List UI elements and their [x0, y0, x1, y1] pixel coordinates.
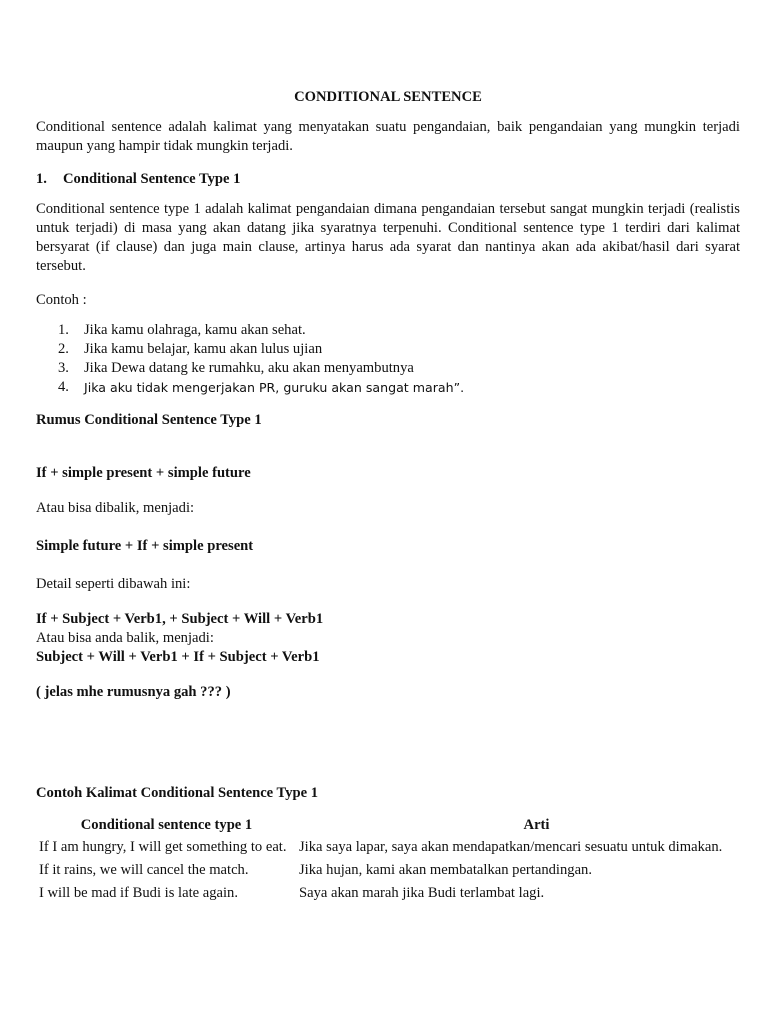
column-header: Conditional sentence type 1: [80, 817, 253, 833]
formula-2: Simple future + If + simple present: [36, 538, 254, 554]
formula-4: Subject + Will + Verb1 + If + Subject + Verb1: [36, 649, 320, 665]
column-header: Arti: [523, 817, 550, 833]
contoh-label: Contoh :: [36, 292, 87, 308]
table-row: [36, 861, 736, 884]
section-title: Conditional Sentence Type 1: [63, 171, 241, 187]
examples-table: [36, 816, 736, 907]
list-item: 4. Jika aku tidak mengerjakan PR, guruku akan sangat marah”.: [58, 379, 465, 395]
table-cell: Saya akan marah jika Budi terlambat lagi.: [299, 885, 545, 901]
atau-dibalik-text: Atau bisa dibalik, menjadi:: [36, 500, 195, 516]
formula-1: If + simple present + simple future: [36, 465, 251, 481]
table-cell: Jika hujan, kami akan membatalkan pertandingan.: [299, 862, 592, 878]
table-cell: I will be mad if Budi is late again.: [39, 885, 238, 901]
list-item: 3. Jika Dewa datang ke rumahku, aku akan menyambutnya: [58, 360, 414, 376]
intro-paragraph: Conditional sentence adalah kalimat yang menyatakan suatu pengandaian, baik pengandaian yang mungkin terjadi maupun yang hampir tidak mungkin terjadi.: [36, 119, 740, 154]
formula-3: If + Subject + Verb1, + Subject + Will + Verb1: [36, 611, 324, 627]
table-cell: If it rains, we will cancel the match.: [39, 862, 249, 878]
list-item: 2. Jika kamu belajar, kamu akan lulus ujian: [58, 341, 323, 357]
section-number: 1.: [36, 171, 47, 187]
table-header-row: [36, 816, 736, 838]
jelas-note: ( jelas mhe rumusnya gah ??? ): [36, 684, 231, 700]
table-row: [36, 884, 736, 907]
section-heading-type1: [36, 170, 740, 189]
table-cell: Jika saya lapar, saya akan mendapatkan/mencari sesuatu untuk dimakan.: [299, 839, 723, 855]
table-row: [36, 838, 736, 861]
rumus-heading: Rumus Conditional Sentence Type 1: [36, 412, 262, 428]
table-cell: If I am hungry, I will get something to eat.: [39, 839, 287, 855]
example-list: [36, 321, 740, 397]
type1-definition-paragraph: Conditional sentence type 1 adalah kalimat pengandaian dimana pengandaian tersebut sangat mungkin terjadi (realistis untuk terjadi) di masa yang akan datang jika syaratnya terpenuhi. Conditional sentence type 1 terdiri dari kalimat bersyarat (if clause) dan juga main clause, artinya harus ada syarat dan nantinya akan ada akibat/hasil dari syarat tersebut.: [36, 201, 740, 274]
list-item: 1. Jika kamu olahraga, kamu akan sehat.: [58, 322, 306, 338]
atau-balik-text: Atau bisa anda balik, menjadi:: [36, 630, 214, 646]
document-title: CONDITIONAL SENTENCE: [294, 89, 482, 105]
contoh-kalimat-heading: Contoh Kalimat Conditional Sentence Type 1: [36, 785, 319, 801]
detail-text: Detail seperti dibawah ini:: [36, 576, 191, 592]
